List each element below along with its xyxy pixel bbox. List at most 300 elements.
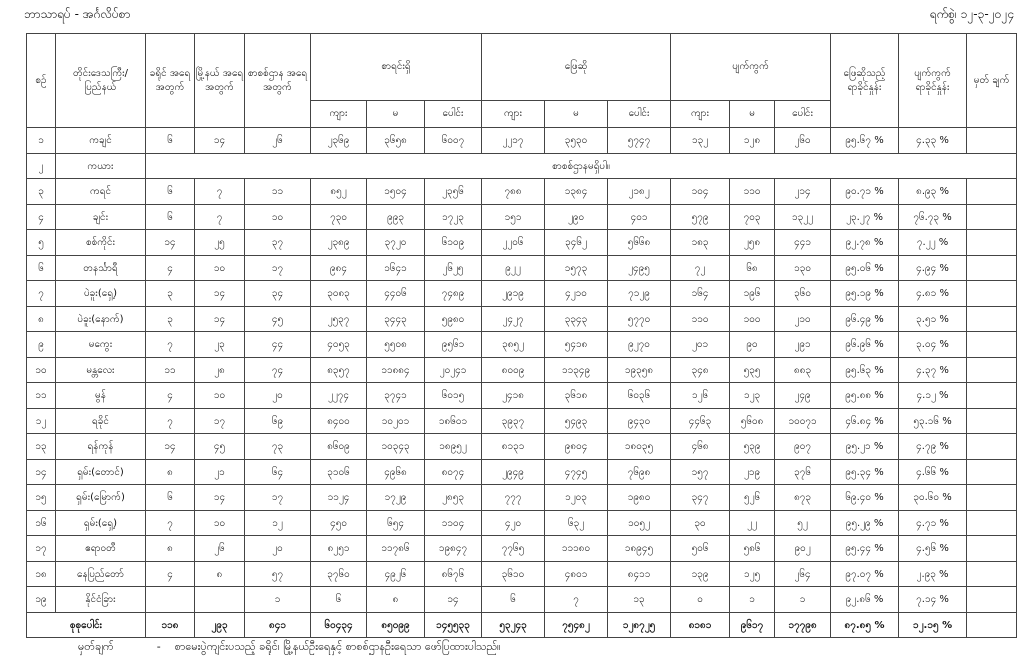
table-cell: ၄: [146, 383, 195, 409]
table-cell: ၂၀: [245, 536, 311, 562]
table-cell: [967, 409, 1017, 434]
table-cell: ၁၀၄: [671, 179, 730, 205]
row-number: ၂: [27, 154, 56, 179]
table-cell: ၁၇၂၉: [367, 485, 425, 511]
table-cell: ၅၇၇၀: [608, 307, 671, 332]
header-sat-female: မ: [545, 101, 608, 128]
region-name: စစ်ကိုင်း: [56, 230, 146, 256]
table-cell: ၅၆၆၈: [608, 230, 671, 256]
table-cell: ၄: [146, 562, 195, 587]
region-name: ရခိုင်: [56, 409, 146, 434]
table-cell: ၈: [146, 460, 195, 485]
table-cell: ၄၄၀၆: [367, 281, 425, 307]
table-cell: ၂၆: [195, 536, 245, 562]
table-cell: ၇၇၇: [482, 485, 545, 511]
table-cell: ၇.၁၄ %: [899, 587, 967, 613]
table-cell: [195, 587, 245, 613]
header-remark: မှတ် ချက်: [967, 34, 1017, 128]
table-cell: ၄၅၀: [311, 511, 367, 536]
table-cell: ၁၉၆: [730, 281, 775, 307]
table-cell: ၈: [146, 536, 195, 562]
table-cell: ၂၁: [195, 460, 245, 485]
row-number: ၁၉: [27, 587, 56, 613]
table-cell: ၉၅.၈၈ %: [831, 383, 899, 409]
table-row: [27, 154, 1017, 179]
table-row: [27, 562, 1017, 587]
table-cell: [967, 179, 1017, 205]
header-absent-total: ပေါင်း: [775, 101, 831, 128]
table-cell: ၅၈၆: [730, 536, 775, 562]
table-cell: ၁၁: [245, 179, 311, 205]
table-cell: ၄၄: [245, 332, 311, 358]
header-registered-male: ကျား: [311, 101, 367, 128]
region-name: ကချင်: [56, 128, 146, 154]
table-cell: ၁၈၃: [671, 230, 730, 256]
table-cell: [967, 485, 1017, 511]
table-cell: ၁၅၀၄: [367, 179, 425, 205]
table-cell: ၄.၅၆ %: [899, 536, 967, 562]
row-number: ၁၂: [27, 409, 56, 434]
table-cell: ၄၉၆၈: [367, 460, 425, 485]
table-cell: ၈၂၅၁: [311, 536, 367, 562]
table-cell: ၁၀: [195, 383, 245, 409]
table-cell: ၁၆၄၁: [367, 256, 425, 281]
table-cell: ၁၀၀၇၁: [775, 409, 831, 434]
table-row: [27, 230, 1017, 256]
table-cell: ၁၁၇၈၆: [367, 536, 425, 562]
table-cell: ၄.၉၄ %: [899, 256, 967, 281]
no-center-note: စာစစ်ဌာနမရှိပါ။: [146, 154, 1017, 179]
table-cell: ၉၂.၇၈ %: [831, 230, 899, 256]
table-cell: ၇.၂၂ %: [899, 230, 967, 256]
table-cell: [967, 358, 1017, 383]
report-date: ရက်စွဲ၊ ၁၂-၃-၂၀၂၄: [929, 7, 1014, 21]
region-name: ပဲခူး(နောက်): [56, 307, 146, 332]
table-cell: ၅၃၅: [730, 358, 775, 383]
table-cell: ၈၃၅၇: [311, 358, 367, 383]
total-cell: ၈၇.၈၅ %: [831, 613, 899, 638]
header-absent-male: ကျား: [671, 101, 730, 128]
table-cell: ၃၄: [245, 281, 311, 307]
total-cell: ၁၄၅၅၃၃: [425, 613, 482, 638]
table-cell: ၂၃၆၉: [311, 128, 367, 154]
table-cell: ၂၆၀: [775, 128, 831, 154]
table-cell: ၂၂: [730, 511, 775, 536]
header-sat-percent: ဖြေဆိုသည့် ရာခိုင်နှုန်း: [831, 34, 899, 128]
footnote-label: မှတ်ချက်: [78, 640, 114, 653]
table-cell: ၃၆၁၀: [482, 562, 545, 587]
table-cell: ၄၇၄၅: [545, 460, 608, 485]
row-number: ၁: [27, 128, 56, 154]
table-cell: ၈၅၂: [311, 179, 367, 205]
table-row: [27, 128, 1017, 154]
row-number: ၃: [27, 179, 56, 205]
table-cell: ၁၂: [245, 511, 311, 536]
table-cell: ၁၀၃၄၃: [367, 434, 425, 460]
table-cell: ၁၅၇၃: [545, 256, 608, 281]
table-cell: ၈၇၃: [775, 485, 831, 511]
table-cell: ၁၀၂၀၁: [367, 409, 425, 434]
table-cell: ၅၄၁၈: [545, 332, 608, 358]
table-cell: [146, 587, 195, 613]
row-number: ၁၅: [27, 485, 56, 511]
table-cell: ၈: [195, 562, 245, 587]
table-cell: ၁၆၄: [671, 281, 730, 307]
table-row: [27, 460, 1017, 485]
table-cell: ၂၃: [195, 332, 245, 358]
table-cell: ၈၀၇၄: [425, 460, 482, 485]
table-cell: ၂၂၇၄: [311, 383, 367, 409]
table-cell: ၁၁၃၄၉: [545, 358, 608, 383]
table-cell: ၄.၁၂ %: [899, 383, 967, 409]
table-cell: ၅၃.၁၆ %: [899, 409, 967, 434]
table-cell: ၁၄: [146, 230, 195, 256]
region-name: ချင်း: [56, 205, 146, 230]
region-name: မွန်: [56, 383, 146, 409]
table-cell: ၇၇၆၅: [482, 536, 545, 562]
table-cell: ၄: [146, 256, 195, 281]
table-cell: ၂၀၂၄၁: [425, 358, 482, 383]
table-cell: ၉၈၄: [311, 256, 367, 281]
region-name: ရှမ်း(တောင်): [56, 460, 146, 485]
header-sat-total: ပေါင်း: [608, 101, 671, 128]
table-cell: ၉၀.၇၁ %: [831, 179, 899, 205]
table-cell: ၅၅၀၈: [367, 332, 425, 358]
table-cell: ၉၇.၀၇ %: [831, 562, 899, 587]
table-cell: [967, 256, 1017, 281]
table-cell: ၂၀၁: [671, 332, 730, 358]
table-cell: ၉၆.၉၆ %: [831, 332, 899, 358]
table-cell: ၁၉၃၅၈: [608, 358, 671, 383]
table-cell: ၁၁၈၈၄: [367, 358, 425, 383]
table-cell: ၃၆၁၈: [545, 383, 608, 409]
table-cell: ၉၅.၄၄ %: [831, 536, 899, 562]
table-cell: ၉၈၀၄: [545, 434, 608, 460]
table-cell: ၉၅.၆၇ %: [831, 128, 899, 154]
table-cell: ၃၉၃၇: [482, 409, 545, 434]
table-cell: [967, 383, 1017, 409]
table-cell: ၂၃.၂၇ %: [831, 205, 899, 230]
table-cell: ၇၀၃: [730, 205, 775, 230]
table-row: [27, 307, 1017, 332]
row-number: ၁၀: [27, 358, 56, 383]
table-cell: ၄၅: [195, 434, 245, 460]
table-cell: ၅၃၉: [730, 434, 775, 460]
table-cell: ၉၅၆၁: [425, 332, 482, 358]
table-cell: ၆၃၂: [545, 511, 608, 536]
header-absent-female: မ: [730, 101, 775, 128]
row-number: ၆: [27, 256, 56, 281]
table-cell: ၉၀: [730, 332, 775, 358]
table-cell: ၃.၀၄ %: [899, 332, 967, 358]
table-cell: ၂၁၄: [775, 179, 831, 205]
total-cell: ၂၉၃: [195, 613, 245, 638]
table-cell: ၅၆၀၈: [730, 409, 775, 434]
row-number: ၇: [27, 281, 56, 307]
results-table: [26, 33, 1017, 638]
region-name: ရန်ကုန်: [56, 434, 146, 460]
header-center-count: စာစစ်ဌာန အရေ အတွက်: [245, 34, 311, 128]
table-cell: ၂၉၄၉: [482, 460, 545, 485]
table-cell: ၃၅၃၀: [545, 128, 608, 154]
table-cell: ၄၀၁: [608, 205, 671, 230]
table-cell: ၁၄: [146, 434, 195, 460]
table-cell: ၄.၇၉ %: [899, 434, 967, 460]
table-cell: ၂၆၄: [775, 562, 831, 587]
table-cell: ၃၀.၆၀ %: [899, 485, 967, 511]
table-cell: ၁၅၁: [482, 205, 545, 230]
table-cell: ၆၀၃၆: [608, 383, 671, 409]
table-cell: ၆: [146, 179, 195, 205]
table-row: [27, 383, 1017, 409]
table-row: [27, 256, 1017, 281]
table-cell: [967, 460, 1017, 485]
table-cell: ၉၅.၁၉ %: [831, 281, 899, 307]
table-cell: ၂၈၅၃: [425, 485, 482, 511]
table-cell: ၂၁၀: [775, 307, 831, 332]
table-cell: ၁၇: [245, 256, 311, 281]
row-number: ၁၇: [27, 536, 56, 562]
table-cell: ၈၈၃: [775, 358, 831, 383]
table-cell: ၆၉: [245, 409, 311, 434]
table-cell: ၇၂: [671, 256, 730, 281]
table-cell: ၂၈: [195, 358, 245, 383]
row-number: ၄: [27, 205, 56, 230]
table-cell: ၃၄၈: [671, 358, 730, 383]
total-cell: ၈၄၁: [245, 613, 311, 638]
table-cell: ၉၀၂: [775, 536, 831, 562]
region-name: ပဲခူး(ရှေ့): [56, 281, 146, 307]
row-number: ၈: [27, 307, 56, 332]
table-row: [27, 587, 1017, 613]
table-cell: ၇၈၈: [482, 179, 545, 205]
table-cell: ၃: [146, 307, 195, 332]
table-cell: ၁: [245, 587, 311, 613]
row-number: ၁၈: [27, 562, 56, 587]
table-cell: [967, 281, 1017, 307]
table-cell: ၂၉၀: [545, 205, 608, 230]
table-cell: ၁၃၂၂: [775, 205, 831, 230]
region-name: တနင်္သာရီ: [56, 256, 146, 281]
table-cell: ၁၉၈၀: [608, 485, 671, 511]
table-cell: [967, 562, 1017, 587]
table-cell: ၁၃၉: [671, 562, 730, 587]
table-cell: ၉၅.၂၁ %: [831, 434, 899, 460]
table-row: [27, 434, 1017, 460]
table-cell: ၁၃၀: [775, 256, 831, 281]
total-cell: ၅၃၂၄၃: [482, 613, 545, 638]
table-cell: ၂၄၉၅: [608, 256, 671, 281]
total-cell: [967, 613, 1017, 638]
table-cell: ၇: [545, 587, 608, 613]
table-cell: ၁၁: [146, 358, 195, 383]
table-cell: ၄.၃၇ %: [899, 358, 967, 383]
header-sat-male: ကျား: [482, 101, 545, 128]
table-cell: ၃၀: [671, 511, 730, 536]
table-cell: ၁၄: [425, 587, 482, 613]
table-cell: ၆၀၀၇: [425, 128, 482, 154]
table-cell: ၅၀၆: [671, 536, 730, 562]
table-row: [27, 536, 1017, 562]
subject-title: ဘာသာရပ် - အင်္ဂလိပ်စာ: [24, 7, 131, 21]
table-cell: ၃၄၄၃: [367, 307, 425, 332]
table-cell: ၇: [146, 332, 195, 358]
table-cell: ၇: [195, 179, 245, 205]
table-cell: ၈: [367, 587, 425, 613]
table-cell: ၁၁၁၈၀: [545, 536, 608, 562]
total-cell: ၁၂၈၇၂၅: [608, 613, 671, 638]
table-cell: ၇၃၀: [311, 205, 367, 230]
table-cell: ၄၈၀၁: [545, 562, 608, 587]
table-cell: ၁၀: [245, 205, 311, 230]
table-cell: [967, 230, 1017, 256]
table-cell: ၃၁၀၆: [311, 460, 367, 485]
header-absent-percent: ပျက်ကွက် ရာခိုင်နှုန်း: [899, 34, 967, 128]
table-cell: ၃၄၇: [671, 485, 730, 511]
row-number: ၅: [27, 230, 56, 256]
total-cell: ၈၁၈၁: [671, 613, 730, 638]
total-cell: ၇၅၄၈၂: [545, 613, 608, 638]
table-cell: ၇၃: [245, 434, 311, 460]
table-cell: ၈၆၇၆: [425, 562, 482, 587]
table-cell: ၅၇၄၇: [608, 128, 671, 154]
table-cell: ၁၇: [195, 409, 245, 434]
table-cell: ၅၇၉: [671, 205, 730, 230]
table-cell: ၉၅.၂၉ %: [831, 511, 899, 536]
table-cell: ၄၂၀: [482, 511, 545, 536]
table-cell: ၂၄၉: [775, 383, 831, 409]
table-body: [27, 128, 1017, 638]
table-cell: ၃၇၆: [775, 460, 831, 485]
table-cell: ၁၇၂၃: [425, 205, 482, 230]
region-name: ဧရာဝတီ: [56, 536, 146, 562]
table-cell: ၂၉၁၉: [482, 281, 545, 307]
header-sat: ဖြေဆို: [482, 34, 671, 101]
table-cell: ၂၁၉: [730, 460, 775, 485]
table-cell: ၉၉၃: [367, 205, 425, 230]
table-cell: ၁၇: [245, 485, 311, 511]
footnote-dash: -: [156, 640, 161, 653]
table-cell: ၁၅၇: [671, 460, 730, 485]
table-row: [27, 409, 1017, 434]
table-cell: ၈.၉၃ %: [899, 179, 967, 205]
table-cell: ၃၇၄၁: [367, 383, 425, 409]
table-cell: ၉၀၇: [775, 434, 831, 460]
table-cell: ၁၂၃: [730, 383, 775, 409]
footnote: [78, 640, 501, 656]
table-cell: ၃၇: [245, 230, 311, 256]
total-row: [27, 613, 1017, 638]
table-cell: ၄.၆၆ %: [899, 460, 967, 485]
table-cell: ၂၂၀၆: [482, 230, 545, 256]
region-name: ရှမ်း(မြောက်): [56, 485, 146, 511]
table-cell: ၉၄၃၀: [608, 409, 671, 434]
table-cell: ၄၉၂၆: [367, 562, 425, 587]
table-cell: ၂၀: [245, 383, 311, 409]
table-cell: ၁၁၀: [730, 179, 775, 205]
table-cell: ၂၆၂၅: [425, 256, 482, 281]
table-cell: ၉၅.၃၄ %: [831, 460, 899, 485]
table-cell: ၆: [146, 128, 195, 154]
table-row: [27, 179, 1017, 205]
table-cell: ၁၁၀: [671, 307, 730, 332]
table-cell: ၅၂: [775, 511, 831, 536]
table-cell: ၆: [311, 587, 367, 613]
table-cell: ၇၁၂၉: [608, 281, 671, 307]
table-cell: ၅၄၉၃: [545, 409, 608, 434]
total-cell: ၉၆၁၇: [730, 613, 775, 638]
table-cell: ၂၉၁: [775, 332, 831, 358]
table-cell: ၁၂၈: [730, 128, 775, 154]
table-cell: [967, 307, 1017, 332]
total-cell: ၁၁၈: [146, 613, 195, 638]
table-cell: ၄၂၁၀: [545, 281, 608, 307]
table-cell: ၂၄၂၇: [482, 307, 545, 332]
table-row: [27, 358, 1017, 383]
table-cell: ၂၄၁၈: [482, 383, 545, 409]
table-cell: [967, 536, 1017, 562]
table-cell: ၁၀: [195, 511, 245, 536]
table-cell: [967, 587, 1017, 613]
table-cell: ၆၄: [245, 460, 311, 485]
table-cell: ၁၄: [195, 307, 245, 332]
header-registered: စာရင်းရှိ: [311, 34, 482, 101]
table-cell: ၁၃၂: [671, 128, 730, 154]
header-registered-female: မ: [367, 101, 425, 128]
table-cell: ၁၂၅: [730, 562, 775, 587]
region-name: နိုင်ငံခြား: [56, 587, 146, 613]
table-cell: ၃.၅၁ %: [899, 307, 967, 332]
table-cell: ၉၂၂: [482, 256, 545, 281]
table-cell: ၁၈၉၅၂: [425, 434, 482, 460]
table-cell: ၅၇: [245, 562, 311, 587]
row-number: ၁၆: [27, 511, 56, 536]
region-name: ကရင်: [56, 179, 146, 205]
table-cell: ၆၉.၄၀ %: [831, 485, 899, 511]
table-cell: ၁၈၉၄၅: [608, 536, 671, 562]
table-cell: ၃: [146, 281, 195, 307]
table-cell: ၈၄၀၀: [311, 409, 367, 434]
table-cell: ၄.၃၃ %: [899, 128, 967, 154]
table-cell: ၅၂၆: [730, 485, 775, 511]
table-cell: ၁: [730, 587, 775, 613]
table-cell: ၉၂.၈၆ %: [831, 587, 899, 613]
table-cell: ၄၆.၈၄ %: [831, 409, 899, 434]
table-cell: ၇: [146, 511, 195, 536]
table-cell: ၆၀၁၅: [425, 383, 482, 409]
table-cell: ၂၅: [195, 230, 245, 256]
row-number: ၁၄: [27, 460, 56, 485]
table-cell: ၂၂၁၇: [482, 128, 545, 154]
table-cell: ၇၄: [245, 358, 311, 383]
table-cell: ၇: [146, 409, 195, 434]
header-no: စဉ်: [27, 34, 56, 128]
header-registered-total: ပေါင်း: [425, 101, 482, 128]
row-number: ၉: [27, 332, 56, 358]
header-district-count: ခရိုင် အရေ အတွက်: [146, 34, 195, 128]
total-label: စုစုပေါင်း: [27, 613, 146, 638]
table-cell: ၃၀၈၃: [311, 281, 367, 307]
table-cell: ၁၃၈၄: [545, 179, 608, 205]
table-cell: ၄၀၅၃: [311, 332, 367, 358]
table-cell: ၁၀၀: [730, 307, 775, 332]
table-cell: ၁၈၆၀၁: [425, 409, 482, 434]
table-cell: ၁၄: [195, 485, 245, 511]
table-cell: ၁: [775, 587, 831, 613]
table-cell: ၆၈: [730, 256, 775, 281]
table-cell: ၃၃၄၃: [545, 307, 608, 332]
table-cell: ၃၈၅၂: [482, 332, 545, 358]
